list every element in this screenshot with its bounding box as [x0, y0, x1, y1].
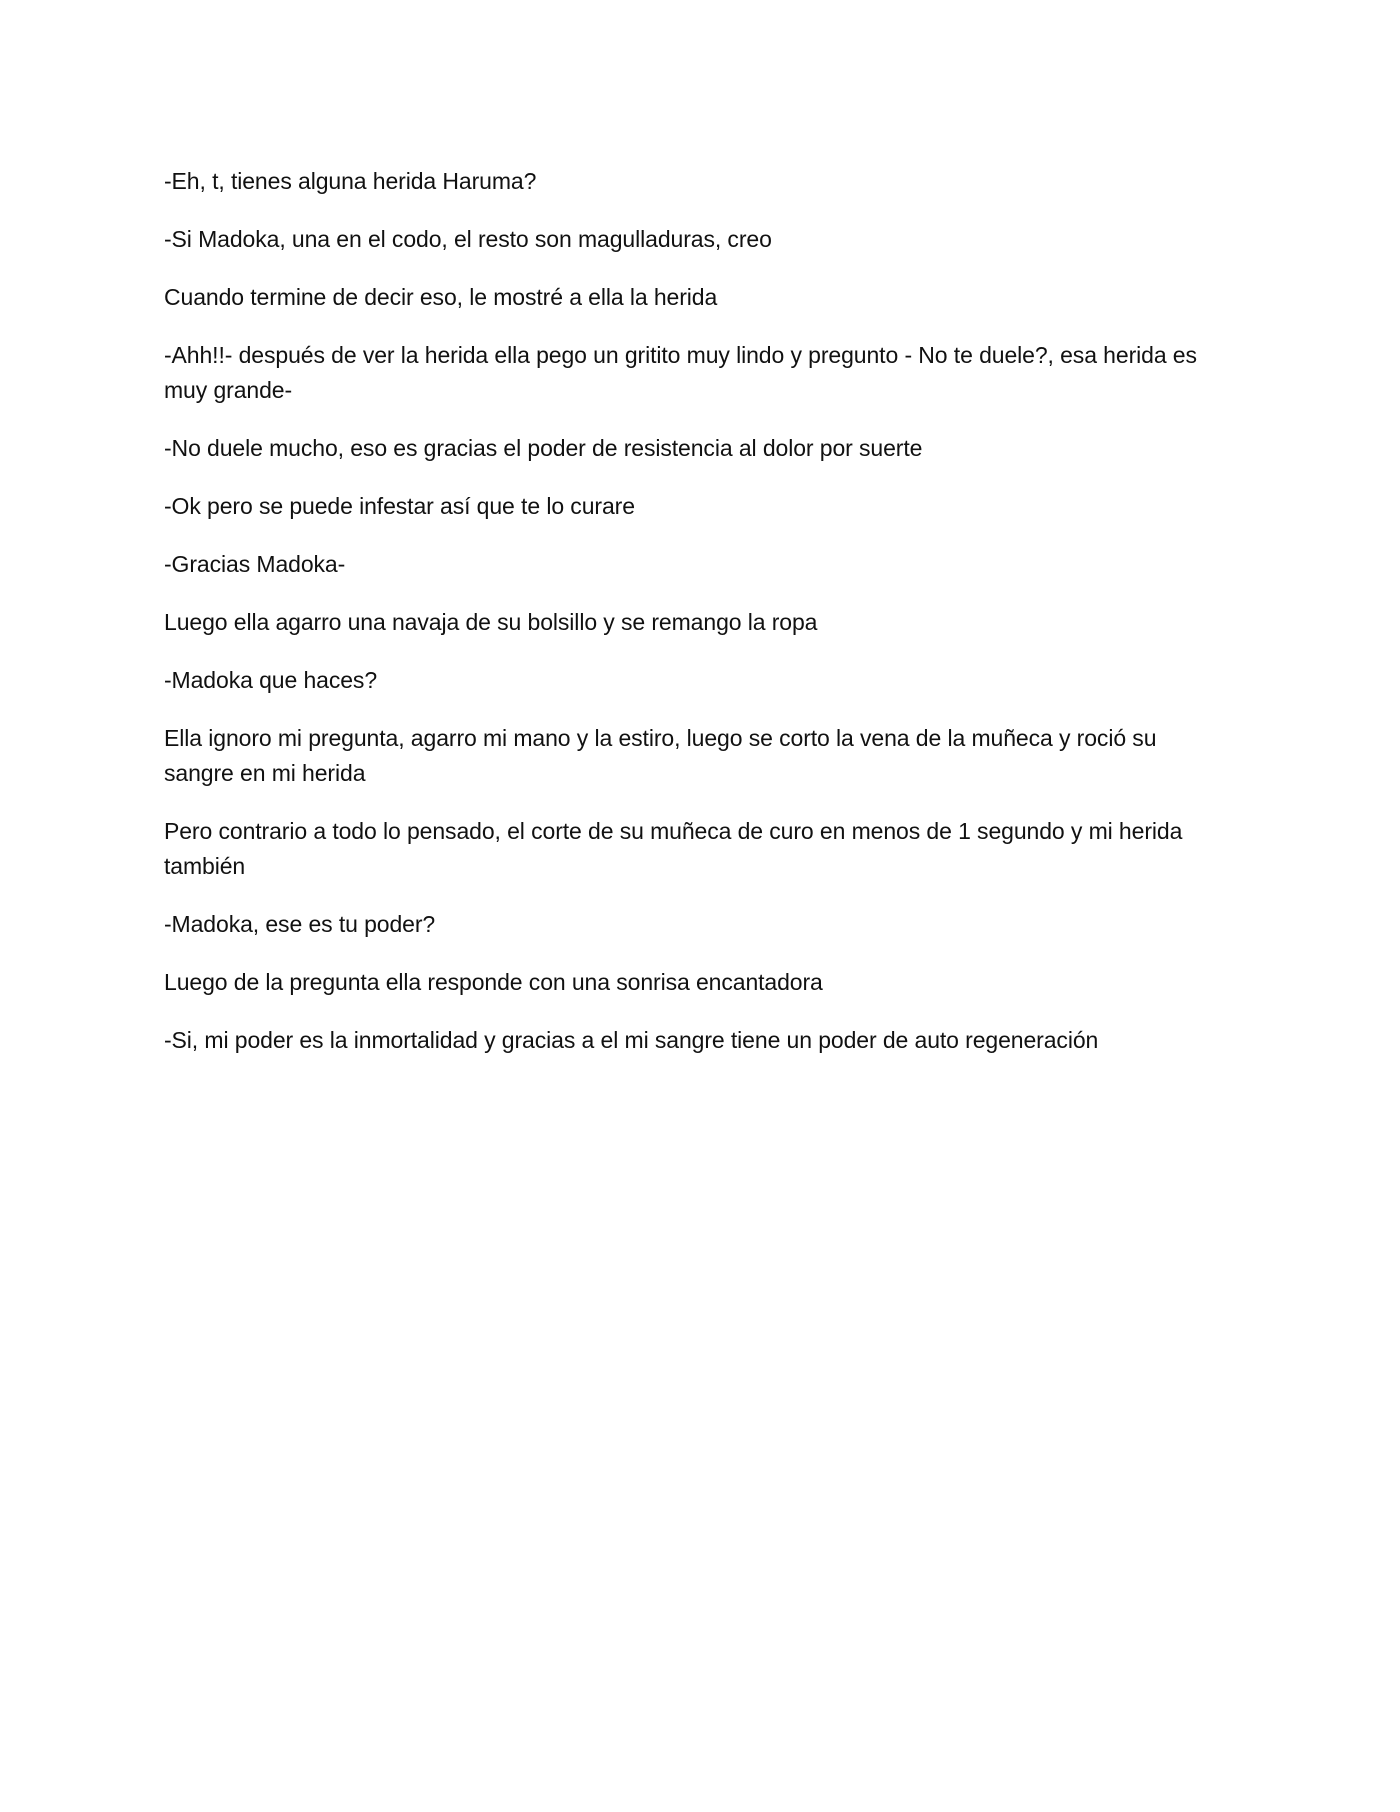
document-body	[164, 164, 1224, 1081]
paragraph: -Si, mi poder es la inmortalidad y gracias a el mi sangre tiene un poder de auto regeneración	[164, 1027, 1099, 1053]
paragraph: Pero contrario a todo lo pensado, el corte de su muñeca de curo en menos de 1 segundo y mi herida también	[164, 818, 1183, 879]
paragraph: -Ok pero se puede infestar así que te lo curare	[164, 493, 635, 519]
paragraph: -Ahh!!- después de ver la herida ella pego un gritito muy lindo y pregunto - No te duele?, esa herida es muy grande-	[164, 342, 1197, 403]
paragraph: -No duele mucho, eso es gracias el poder de resistencia al dolor por suerte	[164, 435, 923, 461]
paragraph: -Madoka que haces?	[164, 667, 378, 693]
paragraph: Cuando termine de decir eso, le mostré a ella la herida	[164, 284, 718, 310]
paragraph: -Madoka, ese es tu poder?	[164, 911, 436, 937]
paragraph: Luego ella agarro una navaja de su bolsillo y se remango la ropa	[164, 609, 818, 635]
paragraph: Luego de la pregunta ella responde con una sonrisa encantadora	[164, 969, 823, 995]
paragraph: Ella ignoro mi pregunta, agarro mi mano y la estiro, luego se corto la vena de la muñeca y roció su sangre en mi herida	[164, 725, 1157, 786]
paragraph: -Gracias Madoka-	[164, 551, 346, 577]
paragraph: -Si Madoka, una en el codo, el resto son magulladuras, creo	[164, 226, 772, 252]
paragraph: -Eh, t, tienes alguna herida Haruma?	[164, 168, 537, 194]
